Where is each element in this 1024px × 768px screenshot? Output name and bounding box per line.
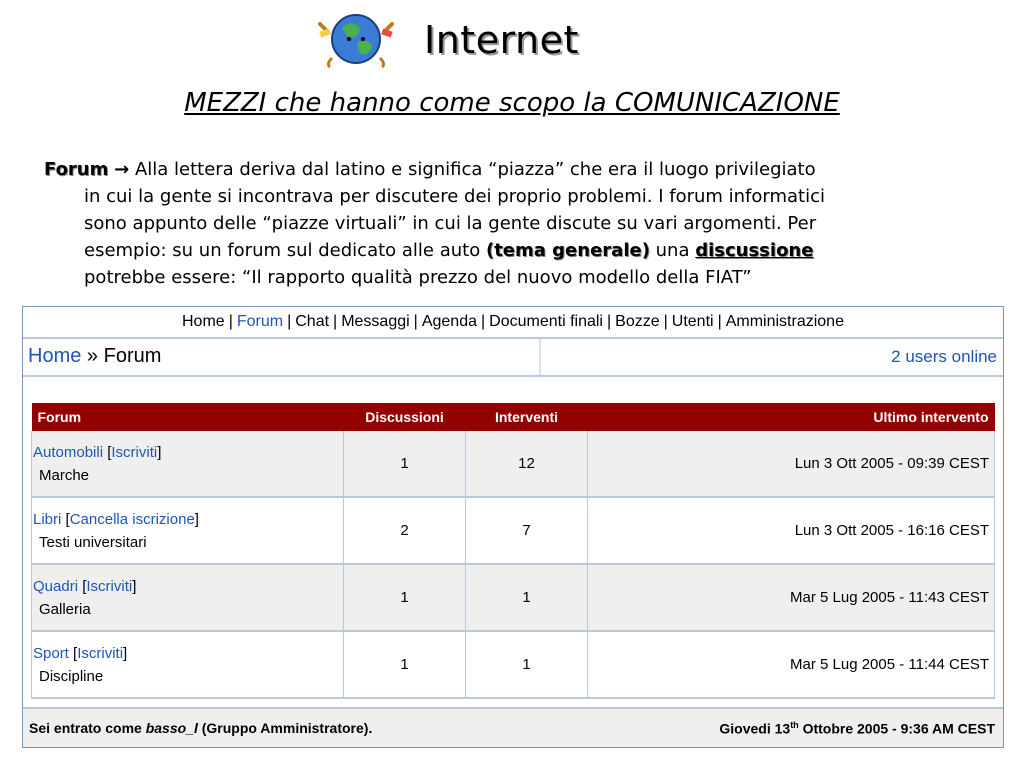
nav-chat[interactable]: Chat bbox=[295, 313, 330, 330]
table-row bbox=[32, 631, 995, 698]
intro-paragraph bbox=[44, 156, 974, 291]
forum-app-window bbox=[22, 306, 1004, 748]
nav-separator: | bbox=[717, 313, 722, 330]
nav-separator: | bbox=[413, 313, 418, 330]
table-row bbox=[32, 564, 995, 631]
intro-text-4: esempio: su un forum sul dedicato alle auto bbox=[84, 240, 486, 261]
interventi-count: 1 bbox=[466, 631, 588, 698]
forum-table bbox=[31, 403, 995, 699]
ultimo-intervento: Mar 5 Lug 2005 - 11:44 CEST bbox=[588, 631, 995, 698]
discussioni-count: 2 bbox=[344, 497, 466, 564]
subscribe-link[interactable]: Iscriviti bbox=[111, 443, 158, 461]
forum-description: Marche bbox=[39, 466, 90, 484]
nav-separator: | bbox=[287, 313, 292, 330]
intro-text-1: Alla lettera deriva dal latino e significa “piazza” che era il luogo privilegiato bbox=[129, 159, 816, 180]
nav-bozze[interactable]: Bozze bbox=[615, 313, 660, 330]
nav-separator: | bbox=[663, 313, 668, 330]
ultimo-intervento: Lun 3 Ott 2005 - 09:39 CEST bbox=[588, 431, 995, 497]
forum-link-sport[interactable]: Sport bbox=[33, 644, 69, 662]
username: basso_l bbox=[145, 720, 198, 736]
nav-agenda[interactable]: Agenda bbox=[421, 313, 477, 330]
header-ultimo-intervento[interactable]: Ultimo intervento bbox=[588, 403, 995, 431]
slide-subtitle: MEZZI che hanno come scopo la COMUNICAZIONE bbox=[184, 88, 840, 118]
nav-separator: | bbox=[606, 313, 612, 330]
forum-cell: Automobili [Iscriviti] Marche bbox=[32, 431, 344, 497]
header-interventi[interactable]: Interventi bbox=[466, 403, 588, 431]
intro-line-2: in cui la gente si incontrava per discutere dei proprio problemi. I forum informatici bbox=[84, 186, 826, 207]
forum-cell: Sport [Iscriviti] Discipline bbox=[32, 631, 344, 698]
interventi-count: 7 bbox=[466, 497, 588, 564]
breadcrumb-divider bbox=[539, 339, 541, 375]
forum-link-automobili[interactable]: Automobili bbox=[33, 443, 104, 461]
forum-description: Galleria bbox=[39, 600, 91, 618]
logged-in-status bbox=[29, 720, 372, 736]
forum-description: Discipline bbox=[39, 667, 104, 685]
nav-amministrazione[interactable]: Amministrazione bbox=[725, 313, 844, 330]
arrow-right-icon: → bbox=[114, 159, 130, 180]
users-online-link[interactable]: 2 users online bbox=[891, 347, 997, 366]
nav-home[interactable]: Home bbox=[182, 313, 225, 330]
table-row bbox=[32, 431, 995, 497]
table-row bbox=[32, 497, 995, 564]
discussione-term: discussione bbox=[695, 240, 814, 261]
nav-separator: | bbox=[333, 313, 338, 330]
forum-term: Forum bbox=[44, 159, 109, 180]
date-day: Giovedi 13 bbox=[719, 720, 791, 737]
subscribe-link[interactable]: Iscriviti bbox=[86, 577, 133, 595]
slide-title: Internet bbox=[424, 18, 579, 62]
status-footer bbox=[23, 707, 1003, 747]
forum-cell: Quadri [Iscriviti] Galleria bbox=[32, 564, 344, 631]
interventi-count: 12 bbox=[466, 431, 588, 497]
subscribe-link[interactable]: Iscriviti bbox=[77, 644, 124, 662]
nav-messaggi[interactable]: Messaggi bbox=[341, 313, 410, 330]
intro-line-5: potrebbe essere: “Il rapporto qualità prezzo del nuovo modello della FIAT” bbox=[84, 267, 752, 288]
breadcrumb bbox=[28, 345, 161, 368]
discussioni-count: 1 bbox=[344, 564, 466, 631]
discussioni-count: 1 bbox=[344, 631, 466, 698]
breadcrumb-bar bbox=[23, 339, 1003, 377]
nav-documenti-finali[interactable]: Documenti finali bbox=[489, 313, 603, 330]
discussioni-count: 1 bbox=[344, 431, 466, 497]
breadcrumb-home-link[interactable]: Home bbox=[28, 345, 82, 367]
breadcrumb-current: Forum bbox=[103, 345, 162, 367]
forum-description: Testi universitari bbox=[39, 533, 147, 551]
logged-in-prefix: Sei entrato come bbox=[29, 720, 146, 736]
ultimo-intervento: Mar 5 Lug 2005 - 11:43 CEST bbox=[588, 564, 995, 631]
date-ordinal: th bbox=[790, 720, 799, 730]
interventi-count: 1 bbox=[466, 564, 588, 631]
header-forum[interactable]: Forum bbox=[32, 403, 344, 431]
intro-line-3: sono appunto delle “piazze virtuali” in cui la gente discute su vari argomenti. Per bbox=[84, 213, 817, 234]
breadcrumb-separator: » bbox=[81, 345, 104, 367]
intro-line-4 bbox=[44, 237, 974, 264]
header-discussioni[interactable]: Discussioni bbox=[344, 403, 466, 431]
nav-utenti[interactable]: Utenti bbox=[671, 313, 714, 330]
forum-link-libri[interactable]: Libri bbox=[33, 510, 62, 528]
slide-header bbox=[0, 0, 1024, 80]
globe-icon bbox=[318, 8, 394, 68]
top-navigation bbox=[23, 307, 1003, 339]
forum-link-quadri[interactable]: Quadri bbox=[33, 577, 79, 595]
intro-una: una bbox=[649, 240, 696, 261]
tema-generale-term: (tema generale) bbox=[485, 240, 650, 261]
current-date bbox=[719, 720, 995, 737]
intro-line-1 bbox=[44, 156, 974, 183]
nav-separator: | bbox=[228, 313, 233, 330]
date-rest: Ottobre 2005 - 9:36 AM CEST bbox=[798, 720, 995, 737]
forum-cell: Libri [Cancella iscrizione] Testi universitari bbox=[32, 497, 344, 564]
table-header-row bbox=[32, 403, 995, 431]
nav-forum[interactable]: Forum bbox=[236, 313, 284, 330]
logged-in-group: (Gruppo Amministratore). bbox=[197, 720, 373, 736]
nav-separator: | bbox=[481, 313, 486, 330]
ultimo-intervento: Lun 3 Ott 2005 - 16:16 CEST bbox=[588, 497, 995, 564]
unsubscribe-link[interactable]: Cancella iscrizione bbox=[69, 510, 195, 528]
